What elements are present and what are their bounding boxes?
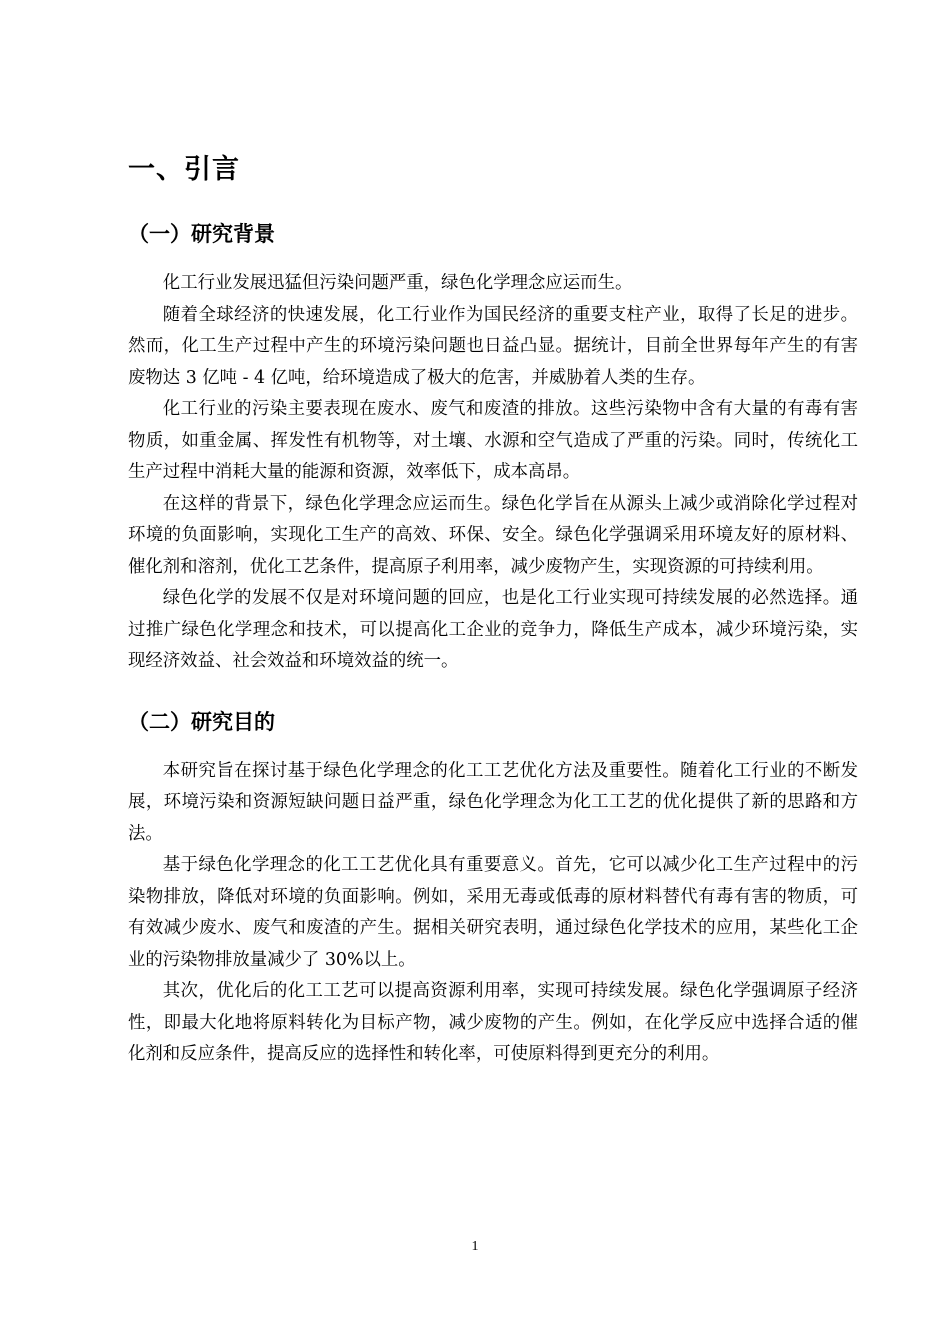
paragraph: 基于绿色化学理念的化工工艺优化具有重要意义。首先，它可以减少化工生产过程中的污染物排放，降低对环境的负面影响。例如，采用无毒或低毒的原材料替代有毒有害的物质，可有效减少废水、废气和废渣的产生。据相关研究表明，通过绿色化学技术的应用，某些化工企业的污染物排放量减少了 30%以上。: [128, 855, 858, 970]
chapter-heading: 一、引言: [128, 154, 240, 185]
section-heading-purpose: （二）研究目的: [128, 709, 275, 734]
paragraph: 本研究旨在探讨基于绿色化学理念的化工工艺优化方法及重要性。随着化工行业的不断发展，环境污染和资源短缺问题日益严重，绿色化学理念为化工工艺的优化提供了新的思路和方法。: [128, 760, 858, 844]
paragraph: 在这样的背景下，绿色化学理念应运而生。绿色化学旨在从源头上减少或消除化学过程对环境的负面影响，实现化工生产的高效、环保、安全。绿色化学强调采用环境友好的原材料、催化剂和溶剂，优化工艺条件，提高原子利用率，减少废物产生，实现资源的可持续利用。: [128, 493, 858, 577]
page-content: [128, 150, 858, 1071]
section-heading-background: （一）研究背景: [128, 222, 275, 246]
page-number: 1: [471, 1239, 479, 1254]
paragraph: 其次，优化后的化工工艺可以提高资源利用率，实现可持续发展。绿色化学强调原子经济性，即最大化地将原料转化为目标产物，减少废物的产生。例如，在化学反应中选择合适的催化剂和反应条件，提高反应的选择性和转化率，可使原料得到更充分的利用。: [128, 981, 858, 1064]
paragraph: 绿色化学的发展不仅是对环境问题的回应，也是化工行业实现可持续发展的必然选择。通过推广绿色化学理念和技术，可以提高化工企业的竞争力，降低生产成本，减少环境污染，实现经济效益、社会效益和环境效益的统一。: [128, 588, 858, 671]
paragraph: 化工行业的污染主要表现在废水、废气和废渣的排放。这些污染物中含有大量的有毒有害物质，如重金属、挥发性有机物等，对土壤、水源和空气造成了严重的污染。同时，传统化工生产过程中消耗大量的能源和资源，效率低下，成本高昂。: [128, 399, 858, 482]
paragraph: 化工行业发展迅猛但污染问题严重，绿色化学理念应运而生。: [162, 273, 633, 293]
paragraph: 随着全球经济的快速发展，化工行业作为国民经济的重要支柱产业，取得了长足的进步。然而，化工生产过程中产生的环境污染问题也日益凸显。据统计，目前全世界每年产生的有害废物达 3 亿吨 - 4 亿吨，给环境造成了极大的危害，并威胁着人类的生存。: [128, 304, 858, 388]
section-spacer: [128, 678, 858, 706]
